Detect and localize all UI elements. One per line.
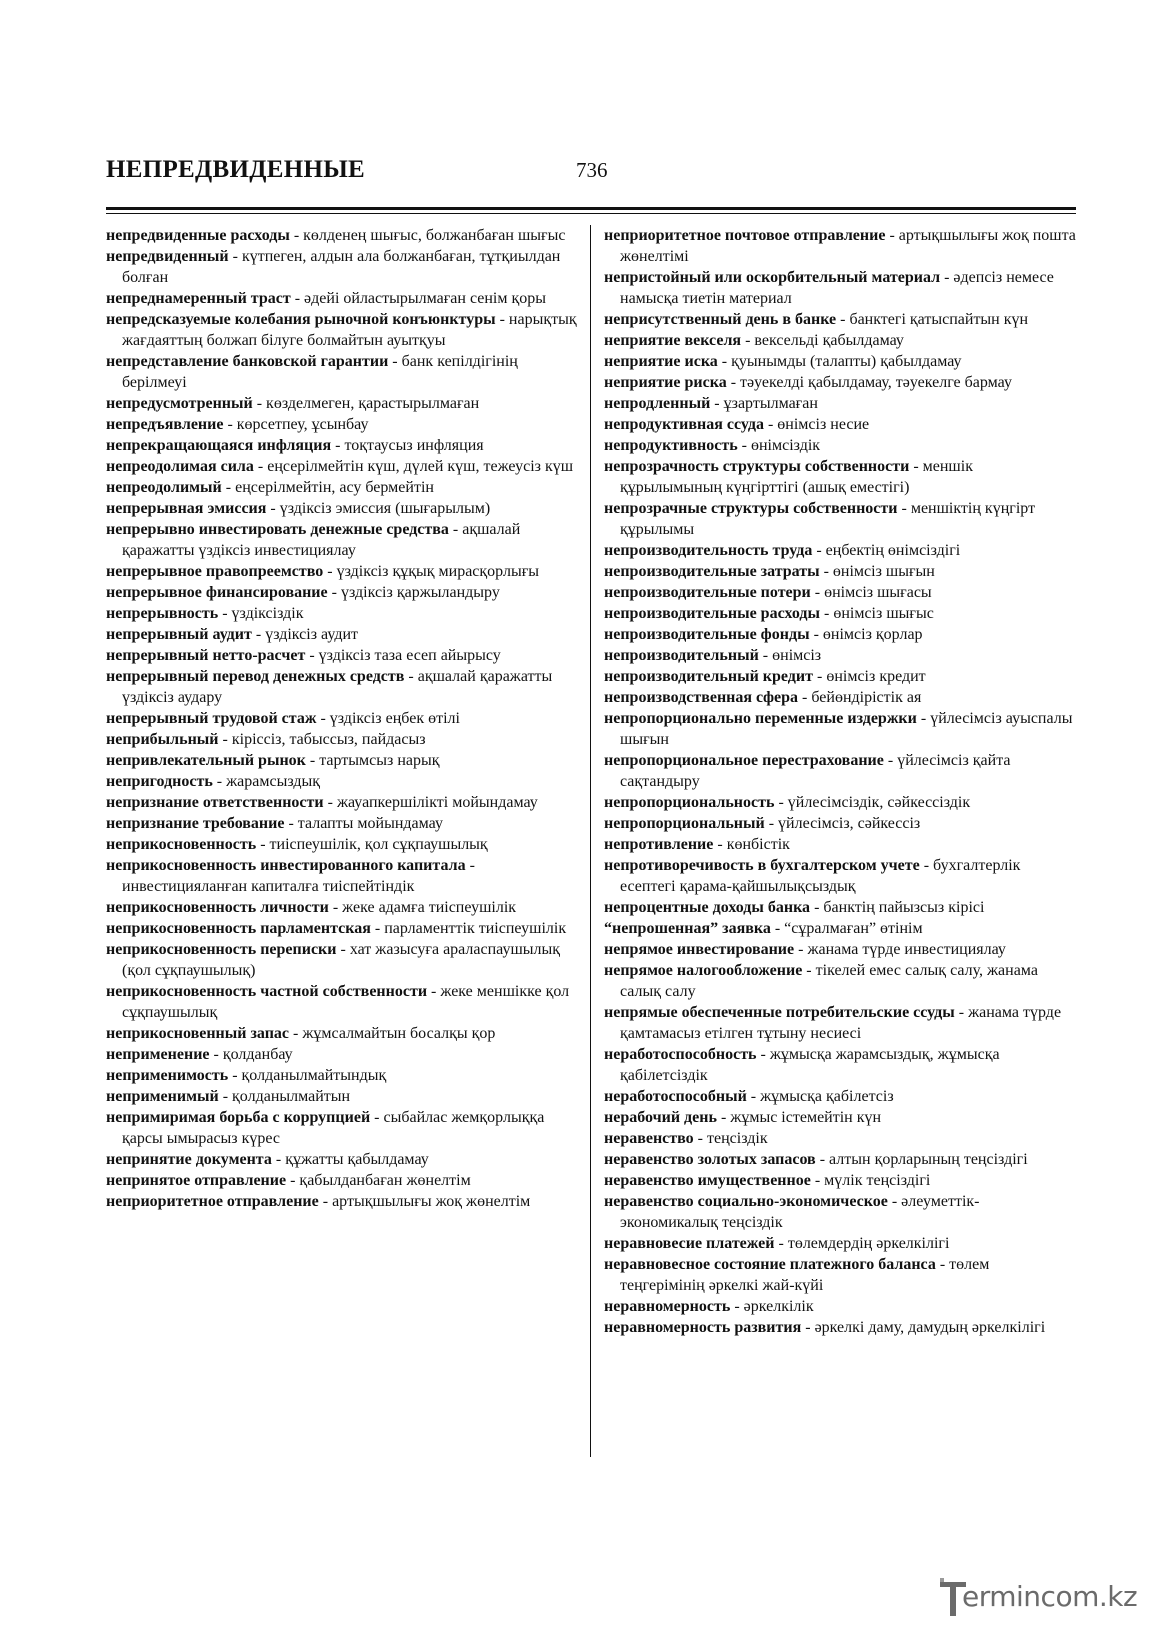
entry-definition: - өнімсіз шығын bbox=[819, 563, 935, 580]
dictionary-entry bbox=[604, 1170, 1076, 1191]
entry-term: неприкосновенность переписки bbox=[106, 941, 337, 958]
dictionary-entry bbox=[604, 1191, 1076, 1233]
entry-term: неприсутственный день в банке bbox=[604, 311, 837, 328]
entry-term: неравенство bbox=[604, 1130, 694, 1147]
dictionary-entry bbox=[604, 792, 1076, 813]
entry-term: непрекращающаяся инфляция bbox=[106, 437, 332, 454]
dictionary-entry bbox=[604, 1128, 1076, 1149]
entry-term: непропорциональный bbox=[604, 815, 765, 832]
entry-definition: - инвестицияланған капиталға тиіспейтіндік bbox=[122, 857, 475, 895]
dictionary-entry bbox=[604, 687, 1076, 708]
entry-definition: - парламенттік тиіспеушілік bbox=[370, 920, 567, 937]
entry-term: непрерывный аудит bbox=[106, 626, 252, 643]
entry-term: непредвиденные расходы bbox=[106, 227, 290, 244]
entry-term: непринятие документа bbox=[106, 1151, 272, 1168]
entry-term: непризнание требование bbox=[106, 815, 285, 832]
entry-definition: - еңбектің өнімсіздігі bbox=[812, 542, 961, 559]
entry-definition: - үздіксіз құқық мирасқорлығы bbox=[323, 563, 540, 580]
entry-definition: - банк кепілдігінің берілмеуі bbox=[122, 353, 518, 391]
header-rule-thick bbox=[106, 207, 1076, 210]
dictionary-entry bbox=[106, 519, 580, 561]
dictionary-entry bbox=[604, 1086, 1076, 1107]
dictionary-entry bbox=[106, 1065, 580, 1086]
entry-definition: - үйлесімсіздік, сәйкессіздік bbox=[774, 794, 971, 811]
entry-term: непрерывное финансирование bbox=[106, 584, 328, 601]
entry-definition: - көрсетпеу, ұсынбау bbox=[223, 416, 369, 433]
entry-definition: - талапты мойындамау bbox=[284, 815, 443, 832]
entry-term: непристойный или оскорбительный материал bbox=[604, 269, 941, 286]
dictionary-entry bbox=[604, 1296, 1076, 1317]
column-divider bbox=[590, 225, 591, 1457]
entry-term: непрерывный перевод денежных средств bbox=[106, 668, 405, 685]
entry-definition: - үздіксіздік bbox=[218, 605, 304, 622]
right-column bbox=[604, 225, 1076, 1338]
dictionary-entry bbox=[604, 666, 1076, 687]
dictionary-entry bbox=[106, 834, 580, 855]
dictionary-entry bbox=[106, 582, 580, 603]
page-number: 736 bbox=[576, 158, 608, 182]
logo-text: ermincom.kz bbox=[962, 1580, 1138, 1613]
entry-definition: - мүлік теңсіздігі bbox=[810, 1172, 931, 1189]
dictionary-entry bbox=[106, 918, 580, 939]
entry-definition: - өнімсіз кредит bbox=[812, 668, 926, 685]
entry-term: непрямое инвестирование bbox=[604, 941, 795, 958]
entry-definition: - үздіксіз қаржыландыру bbox=[327, 584, 500, 601]
dictionary-entry bbox=[106, 1107, 580, 1149]
dictionary-entry bbox=[604, 750, 1076, 792]
dictionary-entry bbox=[604, 1002, 1076, 1044]
entry-term: непреднамеренный траст bbox=[106, 290, 291, 307]
dictionary-entry bbox=[106, 1044, 580, 1065]
entry-definition: - артықшылығы жоқ жөнелтім bbox=[318, 1193, 531, 1210]
dictionary-entry bbox=[604, 645, 1076, 666]
entry-definition: - үздіксіз эмиссия (шығарылым) bbox=[266, 500, 491, 517]
dictionary-entry bbox=[106, 855, 580, 897]
dictionary-entry bbox=[604, 267, 1076, 309]
entry-term: непризнание ответственности bbox=[106, 794, 324, 811]
dictionary-entry bbox=[106, 939, 580, 981]
entry-term: неприоритетное почтовое отправление bbox=[604, 227, 886, 244]
dictionary-entry bbox=[604, 939, 1076, 960]
entry-definition: - көнбістік bbox=[713, 836, 790, 853]
entry-definition: - өнімсіз қорлар bbox=[809, 626, 923, 643]
entry-term: непрозрачные структуры собственности bbox=[604, 500, 898, 517]
entry-definition: - әлеуметтік-экономикалық теңсіздік bbox=[620, 1193, 980, 1231]
dictionary-entry bbox=[604, 582, 1076, 603]
entry-definition: - еңсерілмейтін, асу бермейтін bbox=[221, 479, 434, 496]
dictionary-entry bbox=[106, 309, 580, 351]
entry-term: непредусмотренный bbox=[106, 395, 253, 412]
entry-term: неравенство имущественное bbox=[604, 1172, 811, 1189]
entry-term: непроизводительный bbox=[604, 647, 759, 664]
entry-definition: - алтын қорларының теңсіздігі bbox=[815, 1151, 1028, 1168]
entry-definition: - жұмыс істемейтін күн bbox=[716, 1109, 882, 1126]
entry-definition: - банктегі қатыспайтын күн bbox=[836, 311, 1029, 328]
entry-definition: - күтпеген, алдын ала болжанбаған, тұтқиылдан болған bbox=[122, 248, 561, 286]
entry-term: непродленный bbox=[604, 395, 711, 412]
entry-term: неприятие иска bbox=[604, 353, 718, 370]
dictionary-entry bbox=[604, 393, 1076, 414]
termincom-logo bbox=[938, 1576, 1138, 1620]
dictionary-entry bbox=[106, 414, 580, 435]
dictionary-entry bbox=[604, 855, 1076, 897]
entry-term: непримиримая борьба с коррупцией bbox=[106, 1109, 371, 1126]
dictionary-entry bbox=[106, 645, 580, 666]
entry-term: непропорционально переменные издержки bbox=[604, 710, 917, 727]
dictionary-entry bbox=[604, 1044, 1076, 1086]
entry-definition: - артықшылығы жоқ пошта жөнелтімі bbox=[620, 227, 1076, 265]
entry-term: непроизводительный кредит bbox=[604, 668, 813, 685]
entry-definition: - ақшалай қаражатты үздіксіз аудару bbox=[122, 668, 553, 706]
entry-term: “непрошенная” заявка bbox=[604, 920, 771, 937]
entry-term: неприкосновенность парламентская bbox=[106, 920, 371, 937]
entry-term: неприятие риска bbox=[604, 374, 727, 391]
dictionary-entry bbox=[604, 351, 1076, 372]
dictionary-entry bbox=[604, 813, 1076, 834]
header-rule-thin bbox=[106, 213, 1076, 214]
entry-definition: - төлем теңгерімінің әркелкі жай-күйі bbox=[620, 1256, 990, 1294]
entry-term: непрямое налогообложение bbox=[604, 962, 803, 979]
entry-term: неприменимый bbox=[106, 1088, 219, 1105]
entry-definition: - тікелей емес салық салу, жанама салық салу bbox=[620, 962, 1038, 1000]
dictionary-entry bbox=[604, 435, 1076, 456]
dictionary-entry bbox=[604, 372, 1076, 393]
entry-term: неприменимость bbox=[106, 1067, 229, 1084]
entry-definition: - қолданбау bbox=[209, 1046, 293, 1063]
dictionary-entry bbox=[106, 813, 580, 834]
entry-definition: - бухгалтерлік есептегі қарама-қайшылықсыздық bbox=[620, 857, 1021, 895]
dictionary-entry bbox=[106, 435, 580, 456]
dictionary-entry bbox=[106, 666, 580, 708]
entry-definition: - жеке адамға тиіспеушілік bbox=[328, 899, 517, 916]
entry-definition: - әркелкілік bbox=[730, 1298, 814, 1315]
entry-definition: - ақшалай қаражатты үздіксіз инвестициялау bbox=[122, 521, 521, 559]
dictionary-entry bbox=[604, 918, 1076, 939]
entry-term: непрерывная эмиссия bbox=[106, 500, 267, 517]
entry-definition: - хат жазысуға араласпаушылық (қол сұқпаушылық) bbox=[122, 941, 561, 979]
entry-term: непродуктивная ссуда bbox=[604, 416, 764, 433]
entry-definition: - жұмысқа қабілетсіз bbox=[746, 1088, 894, 1105]
dictionary-entry bbox=[604, 309, 1076, 330]
dictionary-entry bbox=[604, 498, 1076, 540]
entry-definition: - тәуекелді қабылдамау, тәуекелге бармау bbox=[726, 374, 1012, 391]
entry-term: неравномерность bbox=[604, 1298, 731, 1315]
entry-term: непреодолимая сила bbox=[106, 458, 254, 475]
dictionary-entry bbox=[106, 624, 580, 645]
entry-definition: - үйлесімсіз, сәйкессіз bbox=[764, 815, 921, 832]
entry-definition: - төлемдердің әркелкілігі bbox=[774, 1235, 950, 1252]
entry-term: непригодность bbox=[106, 773, 213, 790]
entry-definition: - көлденең шығыс, болжанбаған шығыс bbox=[289, 227, 566, 244]
dictionary-entry bbox=[106, 225, 580, 246]
entry-term: неработоспособный bbox=[604, 1088, 747, 1105]
entry-term: неприкосновенный запас bbox=[106, 1025, 290, 1042]
entry-term: непредсказуемые колебания рыночной конъюнктуры bbox=[106, 311, 496, 328]
entry-definition: - құжатты қабылдамау bbox=[271, 1151, 429, 1168]
entry-definition: - жеке меншікке қол сұқпаушылық bbox=[122, 983, 570, 1021]
entry-term: непроцентные доходы банка bbox=[604, 899, 811, 916]
entry-definition: - үздіксіз аудит bbox=[251, 626, 359, 643]
entry-term: непрерывность bbox=[106, 605, 219, 622]
entry-term: неприятие векселя bbox=[604, 332, 742, 349]
entry-term: непрерывный нетто-расчет bbox=[106, 647, 306, 664]
entry-definition: - кіріссіз, табыссыз, пайдасыз bbox=[218, 731, 426, 748]
entry-term: непроизводительные потери bbox=[604, 584, 811, 601]
entry-definition: - еңсерілмейтін күш, дүлей күш, тежеусіз күш bbox=[253, 458, 574, 475]
entry-term: неприкосновенность инвестированного капитала bbox=[106, 857, 466, 874]
page-header bbox=[106, 156, 1076, 202]
dictionary-entry bbox=[106, 708, 580, 729]
dictionary-entry bbox=[106, 456, 580, 477]
entry-term: непроизводительные затраты bbox=[604, 563, 820, 580]
entry-definition: - теңсіздік bbox=[693, 1130, 768, 1147]
entry-term: непрерывный трудовой стаж bbox=[106, 710, 317, 727]
dictionary-entry bbox=[604, 708, 1076, 750]
dictionary-entry bbox=[106, 498, 580, 519]
entry-definition: - өнімсіз шығасы bbox=[810, 584, 932, 601]
entry-definition: - өнімсіз bbox=[758, 647, 822, 664]
dictionary-entry bbox=[106, 897, 580, 918]
entry-term: непропорциональное перестрахование bbox=[604, 752, 884, 769]
entry-term: неприкосновенность личности bbox=[106, 899, 329, 916]
entry-definition: - қуынымды (талапты) қабылдамау bbox=[717, 353, 962, 370]
entry-term: непроизводительные расходы bbox=[604, 605, 820, 622]
dictionary-entry bbox=[106, 771, 580, 792]
entry-definition: - тартымсыз нарық bbox=[305, 752, 440, 769]
dictionary-entry bbox=[604, 1149, 1076, 1170]
dictionary-entry bbox=[604, 414, 1076, 435]
dictionary-entry bbox=[106, 750, 580, 771]
entry-definition: - үздіксіз еңбек өтілі bbox=[316, 710, 460, 727]
entry-definition: - көзделмеген, қарастырылмаған bbox=[252, 395, 480, 412]
dictionary-entry bbox=[604, 834, 1076, 855]
entry-definition: - үздіксіз таза есеп айырысу bbox=[305, 647, 501, 664]
entry-term: неравенство золотых запасов bbox=[604, 1151, 816, 1168]
dictionary-entry bbox=[106, 1149, 580, 1170]
entry-term: неприоритетное отправление bbox=[106, 1193, 319, 1210]
entry-term: непроизводительность труда bbox=[604, 542, 813, 559]
dictionary-entry bbox=[604, 561, 1076, 582]
dictionary-entry bbox=[106, 288, 580, 309]
dictionary-entry bbox=[106, 393, 580, 414]
dictionary-entry bbox=[604, 330, 1076, 351]
entry-definition: - тиіспеушілік, қол сұқпаушылық bbox=[256, 836, 488, 853]
entry-term: неравенство социально-экономическое bbox=[604, 1193, 888, 1210]
entry-definition: - вексельді қабылдамау bbox=[741, 332, 904, 349]
entry-term: непрямые обеспеченные потребительские ссуды bbox=[604, 1004, 955, 1021]
entry-term: непредъявление bbox=[106, 416, 224, 433]
left-column bbox=[106, 225, 580, 1212]
entry-term: непринятое отправление bbox=[106, 1172, 287, 1189]
dictionary-entry bbox=[106, 729, 580, 750]
entry-term: неравновесное состояние платежного баланса bbox=[604, 1256, 936, 1273]
entry-definition: - жарамсыздық bbox=[212, 773, 321, 790]
entry-definition: - әдепсіз немесе намысқа тиетін материал bbox=[620, 269, 1054, 307]
dictionary-entry bbox=[604, 1107, 1076, 1128]
entry-definition: - жауапкершілікті мойындамау bbox=[323, 794, 538, 811]
dictionary-entry bbox=[604, 603, 1076, 624]
entry-definition: - әркелкі даму, дамудың әркелкілігі bbox=[801, 1319, 1046, 1336]
entry-term: непреодолимый bbox=[106, 479, 222, 496]
dictionary-entry bbox=[106, 561, 580, 582]
entry-term: непродуктивность bbox=[604, 437, 738, 454]
entry-definition: - жұмысқа жарамсыздық, жұмысқа қабілетсіздік bbox=[620, 1046, 1000, 1084]
entry-definition: - өнімсіздік bbox=[737, 437, 821, 454]
entry-term: непротивление bbox=[604, 836, 714, 853]
dictionary-entry bbox=[106, 1191, 580, 1212]
entry-term: неприменение bbox=[106, 1046, 210, 1063]
entry-definition: - нарықтық жағдаяттың болжап білуге болмайтын ауытқуы bbox=[122, 311, 577, 349]
entry-definition: - сыбайлас жемқорлыққа қарсы ымырасыз күрес bbox=[122, 1109, 545, 1147]
entry-term: непропорциональность bbox=[604, 794, 775, 811]
dictionary-entry bbox=[106, 603, 580, 624]
entry-term: непредвиденный bbox=[106, 248, 229, 265]
entry-term: неприкосновенность частной собственности bbox=[106, 983, 428, 1000]
dictionary-entry bbox=[106, 1023, 580, 1044]
entry-term: непротиворечивость в бухгалтерском учете bbox=[604, 857, 920, 874]
entry-term: непредставление банковской гарантии bbox=[106, 353, 389, 370]
entry-term: непрозрачность структуры собственности bbox=[604, 458, 910, 475]
entry-definition: - үйлесімсіз ауыспалы шығын bbox=[620, 710, 1073, 748]
entry-definition: - жанама түрде инвестициялау bbox=[794, 941, 1006, 958]
entry-definition: - банктің пайызсыз кірісі bbox=[810, 899, 985, 916]
dictionary-entry bbox=[106, 1086, 580, 1107]
dictionary-entry bbox=[604, 540, 1076, 561]
entry-definition: - қабылданбаған жөнелтім bbox=[286, 1172, 471, 1189]
entry-definition: - өнімсіз шығыс bbox=[819, 605, 934, 622]
entry-term: непроизводительные фонды bbox=[604, 626, 810, 643]
entry-term: неработоспособность bbox=[604, 1046, 757, 1063]
entry-definition: - ұзартылмаған bbox=[710, 395, 818, 412]
entry-term: неприбыльный bbox=[106, 731, 219, 748]
dictionary-entry bbox=[604, 1254, 1076, 1296]
dictionary-entry bbox=[604, 624, 1076, 645]
entry-term: непрерывно инвестировать денежные средства bbox=[106, 521, 449, 538]
entry-definition: - бейөндірістік ая bbox=[798, 689, 922, 706]
dictionary-entry bbox=[604, 456, 1076, 498]
entry-definition: - әдейі ойластырылмаған сенім қоры bbox=[290, 290, 547, 307]
entry-term: нерабочий день bbox=[604, 1109, 717, 1126]
dictionary-entry bbox=[604, 897, 1076, 918]
entry-term: непривлекательный рынок bbox=[106, 752, 306, 769]
entry-definition: - жұмсалмайтын босалқы қор bbox=[289, 1025, 496, 1042]
entry-definition: - үйлесімсіз қайта сақтандыру bbox=[620, 752, 1011, 790]
entry-definition: - меншік құрылымының күңгірттігі (ашық еместігі) bbox=[620, 458, 973, 496]
entry-definition: - қолданылмайтын bbox=[218, 1088, 351, 1105]
dictionary-entry bbox=[106, 1170, 580, 1191]
entry-definition: - меншіктің күңгірт құрылымы bbox=[620, 500, 1036, 538]
dictionary-entry bbox=[604, 1233, 1076, 1254]
dictionary-entry bbox=[604, 1317, 1076, 1338]
entry-definition: - өнімсіз несие bbox=[763, 416, 870, 433]
dictionary-entry bbox=[106, 477, 580, 498]
running-head: НЕПРЕДВИДЕННЫЕ bbox=[106, 156, 366, 183]
dictionary-entry bbox=[604, 960, 1076, 1002]
entry-term: неприкосновенность bbox=[106, 836, 257, 853]
entry-definition: - тоқтаусыз инфляция bbox=[331, 437, 484, 454]
dictionary-entry bbox=[106, 246, 580, 288]
entry-term: неравномерность развития bbox=[604, 1319, 802, 1336]
entry-term: неравновесие платежей bbox=[604, 1235, 775, 1252]
entry-term: непроизводственная сфера bbox=[604, 689, 799, 706]
dictionary-entry bbox=[604, 225, 1076, 267]
entry-definition: - “сұралмаған” өтінім bbox=[770, 920, 923, 937]
dictionary-entry bbox=[106, 351, 580, 393]
entry-definition: - жанама түрде қамтамасыз етілген тұтыну несиесі bbox=[620, 1004, 1062, 1042]
entry-definition: - қолданылмайтындық bbox=[228, 1067, 387, 1084]
dictionary-entry bbox=[106, 792, 580, 813]
entry-term: непрерывное правопреемство bbox=[106, 563, 324, 580]
dictionary-entry bbox=[106, 981, 580, 1023]
